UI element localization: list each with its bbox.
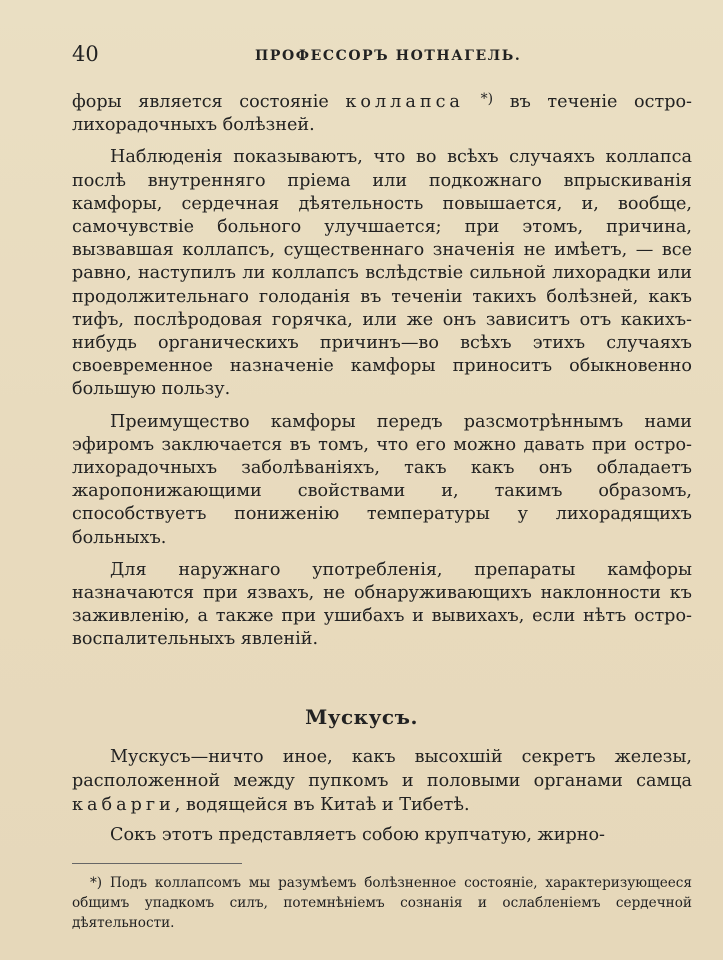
paragraph-external-use: Для наружнаго употребленiя, препараты камфоры назначаются при язвахъ, не обнаруживающихъ наклонности къ заживленiю, а также при ушибахъ и вывихахъ, если нѣтъ остро-воспалительныхъ явленiй. [72, 559, 692, 650]
paragraph-5-end: , водящейся въ Китаѣ и Тибетѣ. [174, 795, 470, 815]
running-title: ПРОФЕССОРЪ НОТНАГЕЛЬ. [255, 48, 522, 64]
footnote-reference: *) [480, 91, 494, 107]
paragraph-continuation [72, 88, 692, 137]
paragraph-5-start: Мускусъ—ничто иное, какъ высохшiй секретъ железы, расположенной между пупкомъ и половыми органами самца [72, 747, 692, 791]
section-heading-musk: Мускусъ. [305, 705, 418, 729]
main-text [72, 88, 692, 661]
page-number: 40 [72, 42, 99, 66]
paragraph-observations: Наблюденiя показываютъ, что во всѣхъ случаяхъ коллапса послѣ внутренняго прiема или подкожнаго впрыскиванiя камфоры, сердечная дѣятельность повышается, и, вообще, самочувствiе больного улучшается; при этомъ, причина, вызвавшая коллапсъ, существеннаго значенiя не имѣетъ, — все равно, наступилъ ли коллапсъ вслѣдствiе сильной лихорадки или продолжительнаго голоданiя въ теченiи такихъ болѣзней, какъ тифъ, послѣродовая горячка, или же онъ зависитъ отъ какихъ-нибудь органическихъ причинъ—во всѣхъ этихъ случаяхъ своевременное назначенiе камфоры приноситъ обыкновенно большую пользу. [72, 147, 692, 400]
page-header [72, 42, 694, 70]
footnote-separator [72, 863, 242, 864]
paragraph-1-start: форы является состоянiе [72, 92, 346, 112]
footnote [72, 873, 692, 933]
spaced-word-kabarga: кабарги [72, 795, 175, 815]
paragraph-musk-juice: Сокъ этотъ представляетъ собою крупчатую, жирно- [110, 825, 605, 845]
spaced-word-collapse: коллапса [345, 92, 464, 112]
paragraph-1-end: въ теченiе остро-лихорадочныхъ болѣзней. [72, 92, 693, 136]
paragraph-musk-definition [72, 745, 692, 817]
footnote-text: *) Подъ коллапсомъ мы разумѣемъ болѣзненное состоянiе, характеризующееся общимъ упадкомъ силъ, потемнѣнiемъ сознанiя и ослабленiемъ сердечной дѣятельности. [72, 875, 692, 931]
paragraph-advantage: Преимущество камфоры передъ разсмотрѣннымъ нами эфиромъ заключается въ томъ, что его можно давать при остро-лихорадочныхъ заболѣванiяхъ, такъ какъ онъ обладаетъ жаропонижающими свойствами и, такимъ образомъ, способствуетъ пониженiю температуры у лихорадящихъ больныхъ. [72, 411, 692, 548]
musk-text [72, 745, 692, 853]
